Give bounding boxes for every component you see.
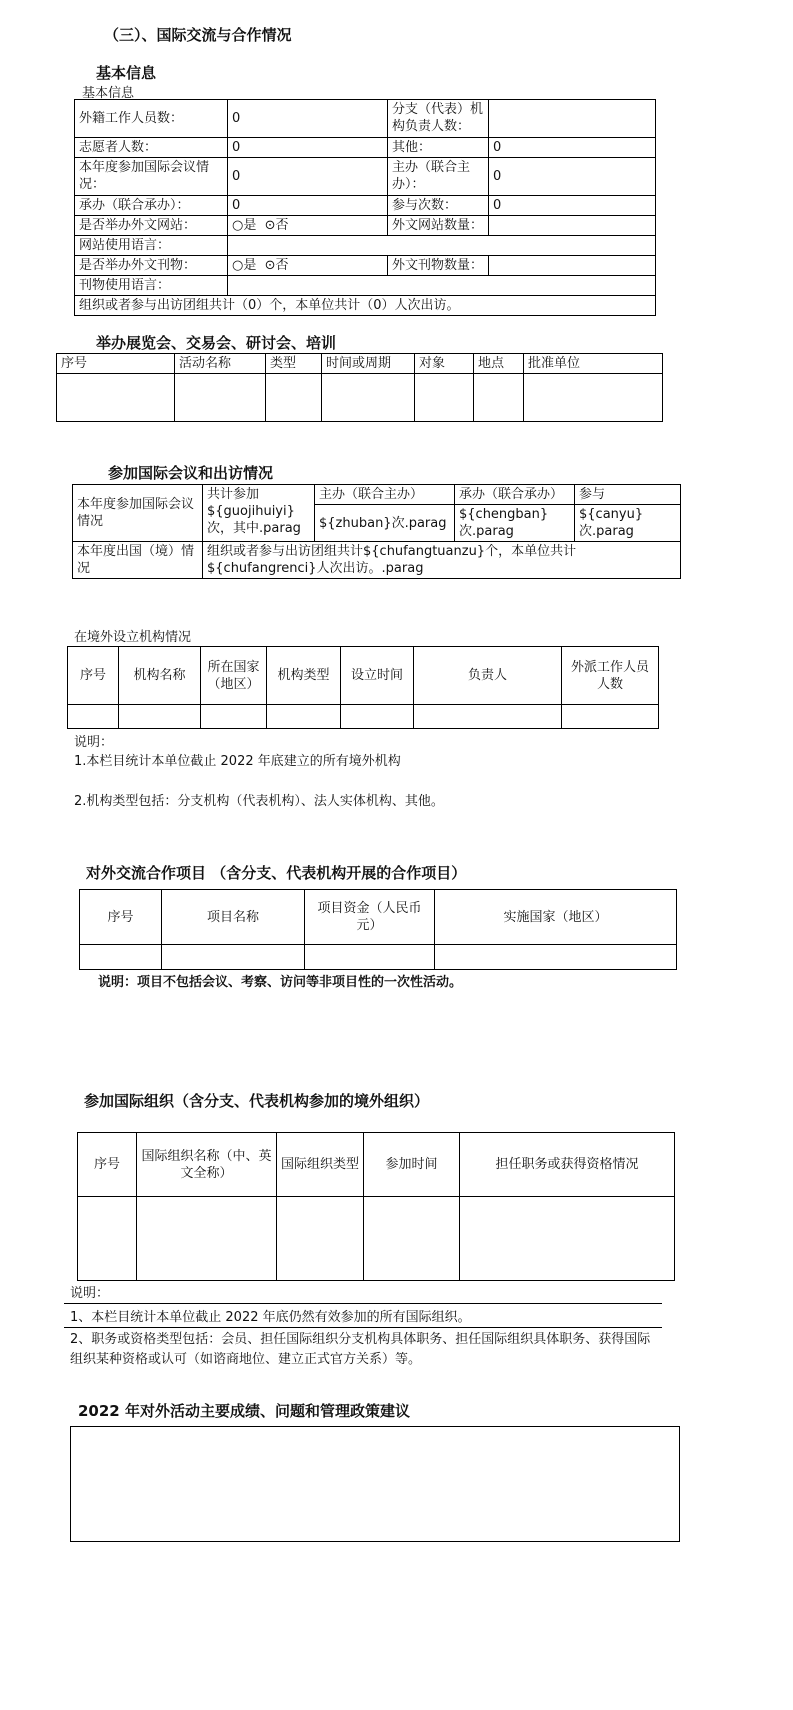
pub-count-value[interactable] [489,256,656,276]
orgs-cell[interactable] [137,1197,277,1281]
orgs-heading: 参加国际组织（含分支、代表机构参加的境外组织） [84,1092,430,1110]
basic-info-table [74,99,656,316]
conf-heading: 参加国际会议和出访情况 [108,464,274,482]
pub-no-radio[interactable]: ⊙否 [264,258,289,273]
projects-table [79,889,677,970]
overseas-note-title: 说明： [74,735,114,750]
orgs-header-cell: 序号 [78,1133,137,1197]
overseas-cell[interactable] [119,705,201,729]
website-count-label: 外文网站数量： [388,216,489,236]
overseas-cell[interactable] [414,705,562,729]
expo-header-cell: 地点 [474,354,524,374]
expo-cell[interactable] [266,374,322,422]
undertake-value[interactable]: 0 [228,196,388,216]
conf-value[interactable]: 0 [228,158,388,196]
projects-header-cell: 项目资金（人民币元） [305,890,435,945]
orgs-note-1: 1、本栏目统计本单位截止 2022 年底仍然有效参加的所有国际组织。 [70,1310,471,1325]
orgs-cell[interactable] [78,1197,137,1281]
other-label: 其他： [388,138,489,158]
orgs-header-cell: 担任职务或获得资格情况 [460,1133,675,1197]
expo-heading: 举办展览会、交易会、研讨会、培训 [96,334,337,352]
conf-host-value[interactable]: ${zhuban}次.parag [315,505,455,542]
conf-row2-value[interactable]: 组织或者参与出访团组共计${chufangtuanzu}个，本单位共计${chufangrenci}人次出访。.parag [203,542,681,579]
orgs-table [77,1132,675,1281]
projects-cell[interactable] [162,945,305,970]
orgs-header-cell: 国际组织名称（中、英文全称） [137,1133,277,1197]
section-title: （三）、国际交流与合作情况 [104,26,292,44]
projects-cell[interactable] [305,945,435,970]
website-lang-value[interactable] [228,236,656,256]
foreign-staff-label: 外籍工作人员数： [75,100,228,138]
orgs-cell[interactable] [460,1197,675,1281]
expo-cell[interactable] [415,374,474,422]
expo-table [56,353,663,422]
other-value[interactable]: 0 [489,138,656,158]
conf-host-label: 主办（联合主办） [315,485,455,505]
projects-header-cell: 实施国家（地区） [435,890,677,945]
expo-header-cell: 时间或周期 [322,354,415,374]
expo-cell[interactable] [175,374,266,422]
overseas-cell[interactable] [68,705,119,729]
table-row [78,1197,675,1281]
orgs-cell[interactable] [364,1197,460,1281]
overseas-table [67,646,659,729]
projects-header-cell: 序号 [80,890,162,945]
website-count-value[interactable] [489,216,656,236]
projects-heading: 对外交流合作项目 （含分支、代表机构开展的合作项目） [86,864,467,882]
website-label: 是否举办外文网站： [75,216,228,236]
overseas-header-cell: 设立时间 [341,647,414,705]
table-row [68,705,659,729]
conf-total-cell [203,485,315,542]
orgs-cell[interactable] [277,1197,364,1281]
expo-cell[interactable] [474,374,524,422]
host-label: 主办（联合主办）： [388,158,489,196]
basic-info-subheading: 基本信息 [82,86,135,101]
conf-join-value[interactable]: ${canyu}次.parag [575,505,681,542]
projects-cell[interactable] [435,945,677,970]
pub-radio-group [228,256,388,276]
pub-yes-radio[interactable]: ○是 [232,258,257,273]
website-lang-label: 网站使用语言： [75,236,228,256]
overseas-header-cell: 所在国家（地区） [201,647,267,705]
website-yes-radio[interactable]: ○是 [232,218,257,233]
pub-lang-value[interactable] [228,276,656,296]
volunteer-label: 志愿者人数： [75,138,228,158]
orgs-header-cell: 参加时间 [364,1133,460,1197]
table-row [57,374,663,422]
overseas-note-2: 2.机构类型包括：分支机构（代表机构）、法人实体机构、其他。 [74,794,444,809]
overseas-note-1: 1.本栏目统计本单位截止 2022 年底建立的所有境外机构 [74,754,401,769]
orgs-header-cell: 国际组织类型 [277,1133,364,1197]
expo-header-cell: 类型 [266,354,322,374]
basic-info-heading: 基本信息 [96,64,157,82]
table-row [80,945,677,970]
overseas-header-cell: 负责人 [414,647,562,705]
foreign-staff-value[interactable]: 0 [228,100,388,138]
expo-header-cell: 对象 [415,354,474,374]
expo-cell[interactable] [524,374,663,422]
conf-join-label: 参与 [575,485,681,505]
overseas-header-cell: 机构名称 [119,647,201,705]
volunteer-value[interactable]: 0 [228,138,388,158]
expo-header-cell: 序号 [57,354,175,374]
pub-lang-label: 刊物使用语言： [75,276,228,296]
projects-header-cell: 项目名称 [162,890,305,945]
participate-value[interactable]: 0 [489,196,656,216]
expo-cell[interactable] [322,374,415,422]
conf-row2-label: 本年度出国（境）情况 [73,542,203,579]
divider [64,1327,662,1328]
overseas-header-cell: 机构类型 [267,647,341,705]
website-no-radio[interactable]: ⊙否 [264,218,289,233]
overseas-cell[interactable] [341,705,414,729]
conf-total-value[interactable]: ${guojihuiyi}次，其中.parag [207,504,301,536]
overseas-cell[interactable] [562,705,659,729]
conf-row1-label: 本年度参加国际会议情况 [73,485,203,542]
conf-label: 本年度参加国际会议情况： [75,158,228,196]
conf-total-label: 共计参加 [207,487,260,502]
expo-cell[interactable] [57,374,175,422]
projects-cell[interactable] [80,945,162,970]
projects-note: 说明：项目不包括会议、考察、访问等非项目性的一次性活动。 [98,975,463,990]
conf-undertake-label: 承办（联合承办） [455,485,575,505]
summary-heading: 2022 年对外活动主要成绩、问题和管理政策建议 [78,1402,410,1420]
conf-table [72,484,681,579]
pub-count-label: 外文刊物数量： [388,256,489,276]
orgs-note-2: 2、职务或资格类型包括：会员、担任国际组织分支机构具体职务、担任国际组织具体职务、获得国际组织某种资格或认可（如谘商地位、建立正式官方关系）等。 [70,1332,651,1367]
website-radio-group [228,216,388,236]
divider [64,1303,662,1304]
orgs-note-title: 说明： [70,1286,110,1301]
visit-text: 组织或者参与出访团组共计（0）个，本单位共计（0）人次出访。 [75,296,656,316]
overseas-heading: 在境外设立机构情况 [74,630,192,645]
participate-label: 参与次数： [388,196,489,216]
conf-undertake-value[interactable]: ${chengban}次.parag [455,505,575,542]
expo-header-cell: 批准单位 [524,354,663,374]
expo-header-cell: 活动名称 [175,354,266,374]
branch-head-value[interactable] [489,100,656,138]
pub-label: 是否举办外文刊物： [75,256,228,276]
branch-head-label: 分支（代表）机构负责人数： [388,100,489,138]
host-value[interactable]: 0 [489,158,656,196]
overseas-header-cell: 外派工作人员人数 [562,647,659,705]
overseas-cell[interactable] [267,705,341,729]
overseas-header-cell: 序号 [68,647,119,705]
summary-textarea[interactable] [70,1426,680,1542]
undertake-label: 承办（联合承办）： [75,196,228,216]
overseas-cell[interactable] [201,705,267,729]
